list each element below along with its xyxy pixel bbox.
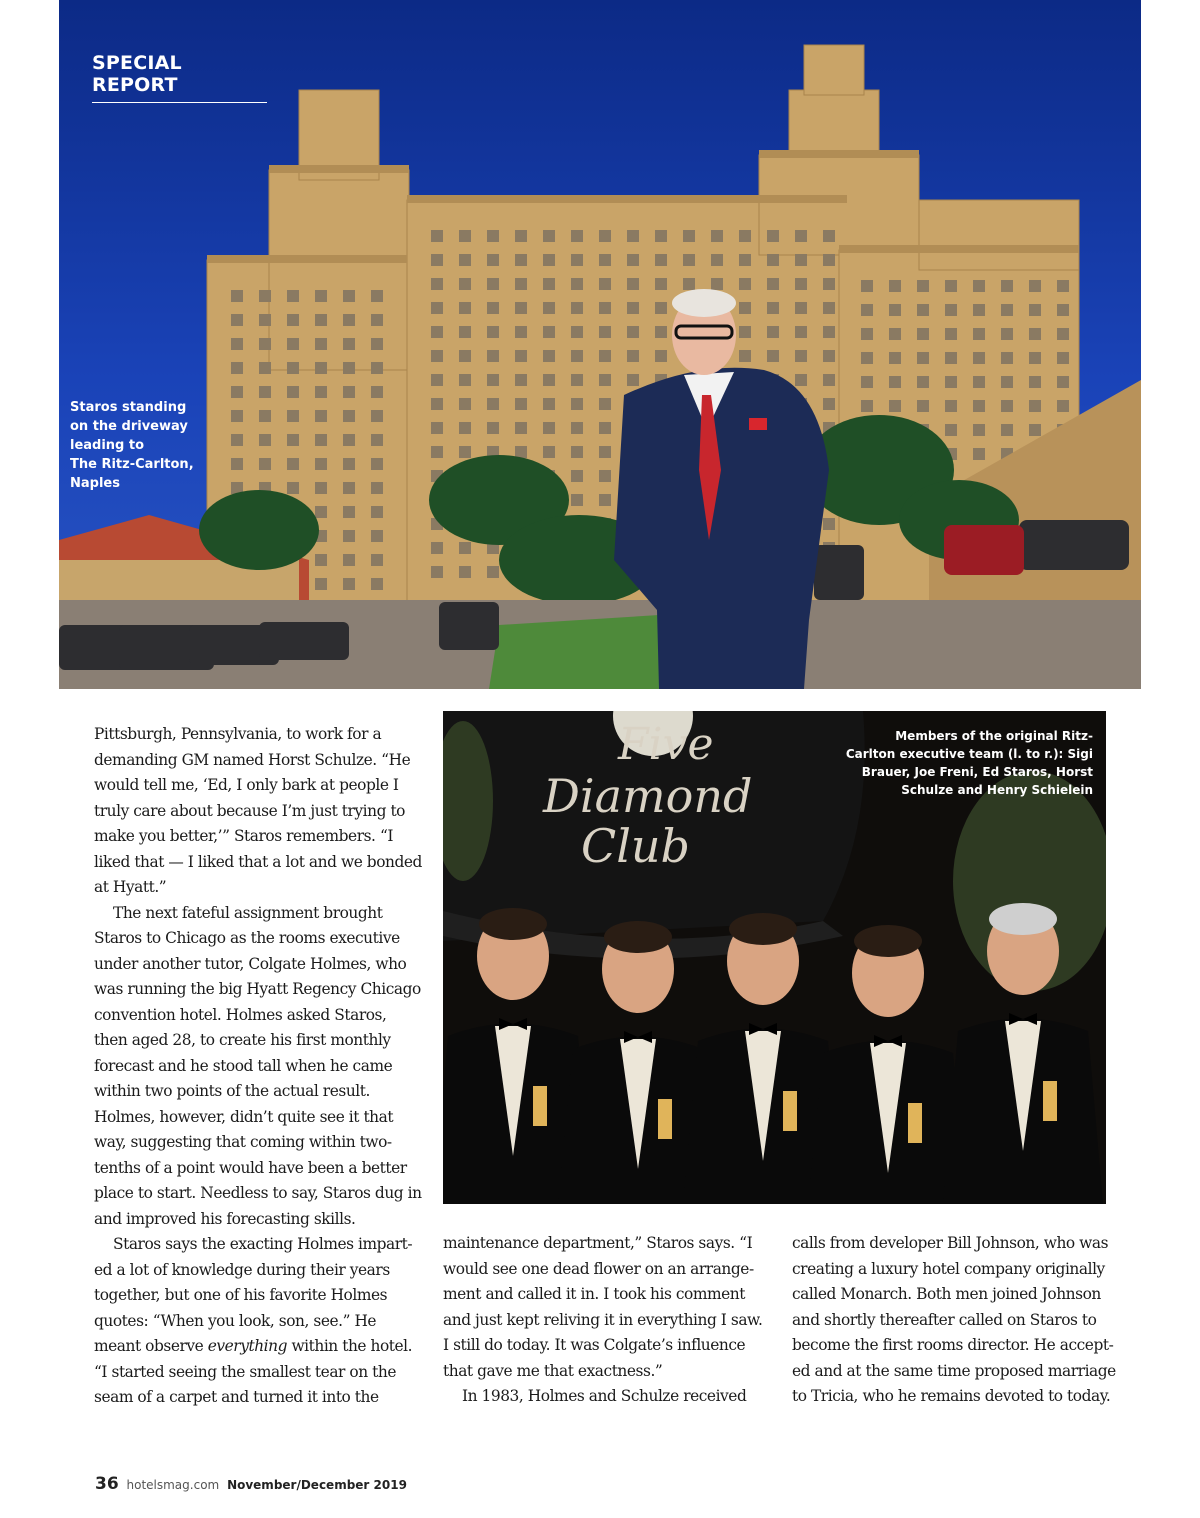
text-run: meant observe xyxy=(94,1337,208,1355)
text-line: was running the big Hyatt Regency Chicago xyxy=(94,980,421,998)
text-line: and shortly thereafter called on Staros to xyxy=(792,1310,1097,1329)
text-line: tenths of a point would have been a better xyxy=(94,1158,407,1177)
caption-line: Carlton executive team (l. to r.): Sigi xyxy=(845,747,1093,761)
text-line: would tell me, ‘Ed, I only bark at people I xyxy=(94,776,399,794)
caption-line: Naples xyxy=(70,476,120,491)
text-line: that gave me that exactness.” xyxy=(443,1361,663,1380)
page-number: 36 xyxy=(95,1474,119,1494)
text-line: creating a luxury hotel company originally xyxy=(792,1259,1105,1278)
text-line: place to start. Needless to say, Staros dug in xyxy=(94,1184,422,1202)
text-line: Staros to Chicago as the rooms executive xyxy=(94,929,400,947)
text-line: to Tricia, who he remains devoted to today. xyxy=(792,1387,1111,1405)
text-line: I still do today. It was Colgate’s influence xyxy=(443,1336,746,1354)
text-line: and just kept reliving it in everything I saw. xyxy=(443,1310,763,1329)
hero-photo xyxy=(59,0,1141,689)
text-line: maintenance department,” Staros says. “I xyxy=(443,1234,753,1252)
caption-line: on the driveway xyxy=(70,419,188,434)
text-line xyxy=(94,1334,424,1360)
text-line: make you better,’” Staros remembers. “I xyxy=(94,827,393,845)
text-run: within the hotel. xyxy=(287,1337,413,1355)
executive-team-photo xyxy=(443,711,1106,1204)
text-line: Staros says the exacting Holmes impart- xyxy=(113,1235,413,1253)
text-line: Holmes, however, didn’t quite see it that xyxy=(94,1107,394,1126)
caption-line: Members of the original Ritz- xyxy=(895,729,1093,743)
text-line: under another tutor, Colgate Holmes, who xyxy=(94,954,407,973)
awning-sign-line: Diamond xyxy=(543,769,753,823)
awning-sign-line: Five xyxy=(618,719,714,770)
text-line: become the first rooms director. He accept- xyxy=(792,1336,1114,1354)
article-column-3 xyxy=(792,1231,1116,1410)
page-footer xyxy=(95,1474,407,1494)
article-column-1 xyxy=(94,722,424,1411)
text-line: within two points of the actual result. xyxy=(94,1082,370,1100)
caption-line: leading to xyxy=(70,438,145,453)
caption-line: Brauer, Joe Freni, Ed Staros, Horst xyxy=(861,765,1093,779)
text-line: would see one dead flower on an arrange- xyxy=(443,1259,754,1278)
site-url[interactable]: hotelsmag.com xyxy=(126,1478,220,1492)
text-line: The next fateful assignment brought xyxy=(113,903,383,922)
text-line: ment and called it in. I took his comment xyxy=(443,1285,745,1303)
text-line: liked that — I liked that a lot and we bonded xyxy=(94,852,422,871)
text-line: Pittsburgh, Pennsylvania, to work for a xyxy=(94,725,382,743)
italic-word: everything xyxy=(207,1337,287,1355)
paragraph xyxy=(94,722,424,901)
caption-line: The Ritz-Carlton, xyxy=(70,457,194,472)
section-tag: SPECIAL REPORT xyxy=(92,52,267,103)
text-line: and improved his forecasting skills. xyxy=(94,1209,356,1228)
paragraph xyxy=(792,1231,1116,1410)
text-line: called Monarch. Both men joined Johnson xyxy=(792,1285,1101,1303)
text-line: calls from developer Bill Johnson, who was xyxy=(792,1234,1109,1252)
text-line: then aged 28, to create his first monthly xyxy=(94,1031,391,1049)
text-line: demanding GM named Horst Schulze. “He xyxy=(94,750,411,769)
text-line: “I started seeing the smallest tear on the xyxy=(94,1362,396,1381)
hero-caption xyxy=(70,398,210,493)
text-line: together, but one of his favorite Holmes xyxy=(94,1286,388,1304)
caption-line: Staros standing xyxy=(70,400,187,415)
text-line: convention hotel. Holmes asked Staros, xyxy=(94,1005,387,1024)
text-line: ed and at the same time proposed marriage xyxy=(792,1361,1116,1380)
paragraph xyxy=(94,901,424,1233)
text-line: seam of a carpet and turned it into the xyxy=(94,1388,379,1406)
text-line: at Hyatt.” xyxy=(94,878,167,896)
paragraph xyxy=(94,1232,424,1411)
paragraph xyxy=(443,1231,763,1384)
caption-line: Schulze and Henry Schielein xyxy=(901,783,1093,797)
text-line: way, suggesting that coming within two- xyxy=(94,1133,392,1151)
photo-caption xyxy=(838,727,1093,799)
text-line: forecast and he stood tall when he came xyxy=(94,1056,393,1075)
hotel-exterior-illustration xyxy=(59,0,1141,689)
text-line: truly care about because I’m just trying to xyxy=(94,801,406,820)
paragraph xyxy=(443,1384,763,1410)
awning-sign-line: Club xyxy=(581,819,690,873)
issue-date: November/December 2019 xyxy=(227,1478,407,1492)
article-column-2 xyxy=(443,1231,763,1410)
text-line: quotes: “When you look, son, see.” He xyxy=(94,1311,377,1330)
text-line: ed a lot of knowledge during their years xyxy=(94,1260,390,1279)
text-line: In 1983, Holmes and Schulze received xyxy=(462,1387,747,1405)
